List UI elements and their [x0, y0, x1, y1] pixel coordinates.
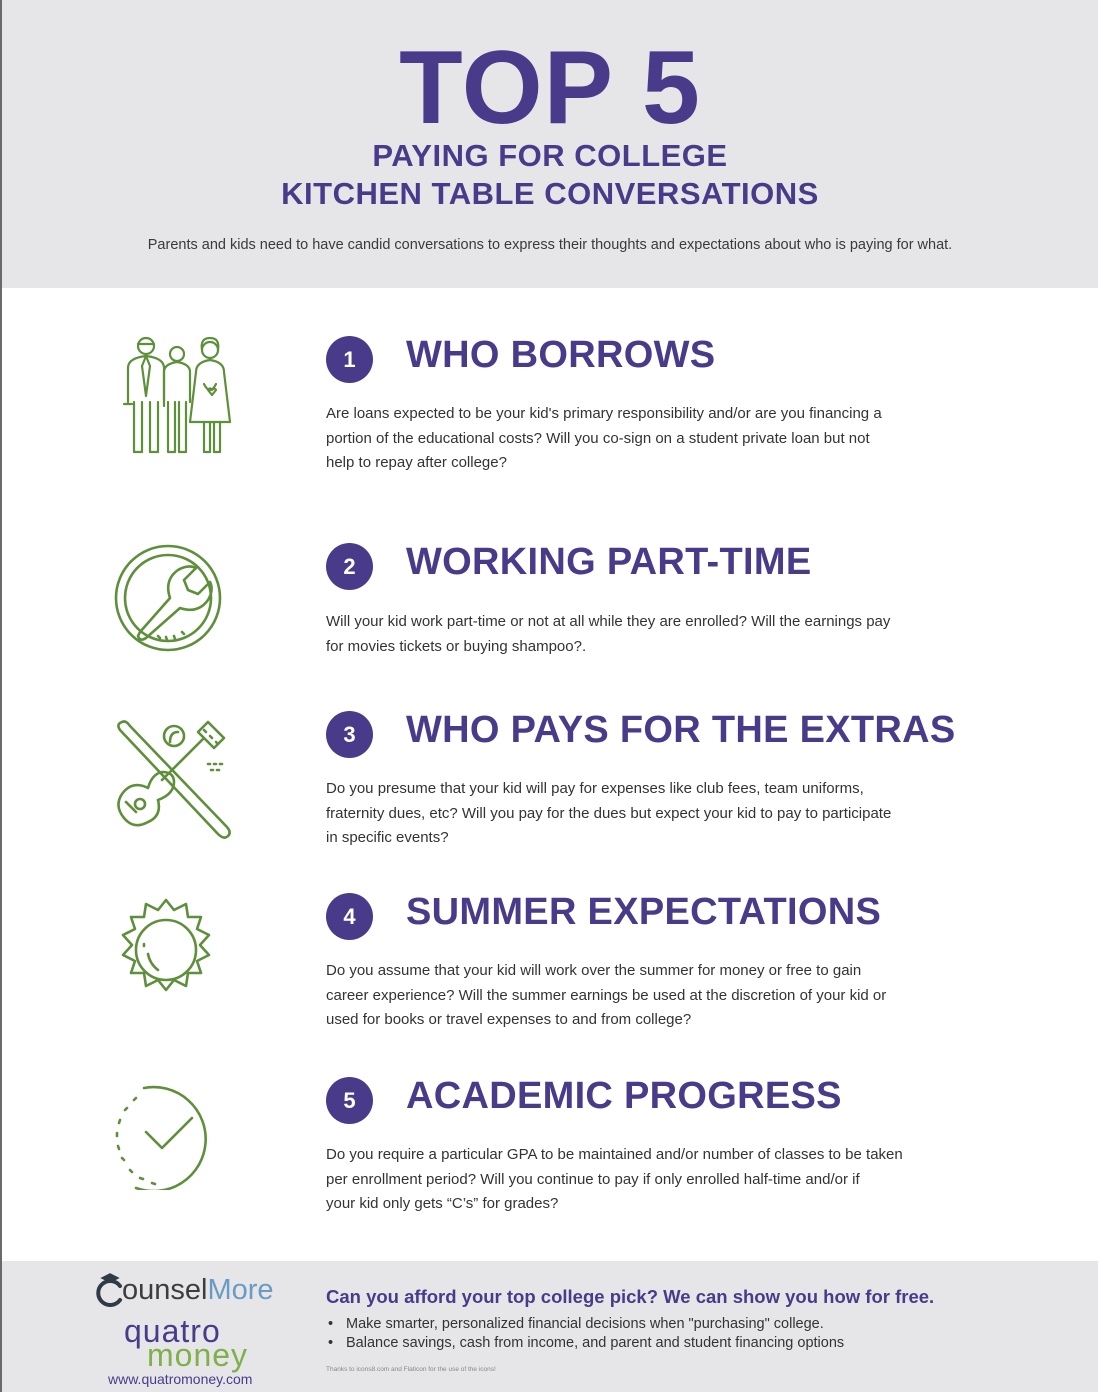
item-title: WHO PAYS FOR THE EXTRAS	[406, 709, 956, 751]
item-number-badge: 2	[326, 543, 373, 590]
website-link[interactable]: www.quatromoney.com	[108, 1371, 253, 1387]
item-description	[326, 777, 976, 851]
description-line: Do you require a particular GPA to be maintained and/or number of classes to be taken	[326, 1146, 903, 1163]
family-icon	[100, 332, 240, 472]
description-line: Will your kid work part-time or not at all while they are enrolled? Will the earnings pay	[326, 613, 891, 630]
icon-credit: Thanks to icons8.com and Flaticon for the use of the icons!	[326, 1366, 496, 1373]
guitar-bat-icon	[100, 716, 240, 856]
item-description	[326, 402, 976, 476]
item-description	[326, 610, 976, 659]
item-title: ACADEMIC PROGRESS	[406, 1075, 842, 1117]
call-to-action: Can you afford your top college pick? We can show you how for free.	[326, 1286, 935, 1307]
item-description	[326, 1143, 976, 1217]
description-line: your kid only gets “C’s” for grades?	[326, 1195, 559, 1212]
item-description	[326, 959, 976, 1033]
description-line: in specific events?	[326, 829, 449, 846]
item-number-badge: 5	[326, 1077, 373, 1124]
quatromoney-logo-money: money	[147, 1337, 249, 1373]
item-number-badge: 3	[326, 711, 373, 758]
description-line: help to repay after college?	[326, 454, 507, 471]
intro-text: Parents and kids need to have candid conversations to express their thoughts and expectations about who is paying for what.	[147, 237, 953, 253]
counselmore-wordmark	[122, 1274, 274, 1307]
counselmore-accent: More	[207, 1274, 274, 1306]
description-line: Do you assume that your kid will work over the summer for money or free to gain	[326, 962, 862, 979]
list-item: • Make smarter, personalized financial decisions when "purchasing" college.	[326, 1315, 844, 1334]
description-line: Are loans expected to be your kid's primary responsibility and/or are you financing a	[326, 405, 882, 422]
counselmore-main: ounsel	[122, 1274, 208, 1306]
page-title: TOP 5	[399, 30, 701, 146]
item-number-badge: 4	[326, 893, 373, 940]
description-line: used for books or travel expenses to and from college?	[326, 1011, 692, 1028]
quatromoney-logo-quatro: quatro	[124, 1313, 221, 1349]
item-title: WHO BORROWS	[406, 334, 716, 376]
benefit-list	[326, 1315, 844, 1353]
description-line: career experience? Will the summer earnings be used at the discretion of your kid or	[326, 986, 887, 1004]
subtitle-line-2: KITCHEN TABLE CONVERSATIONS	[281, 176, 819, 211]
item-number-badge: 1	[326, 336, 373, 383]
description-line: portion of the educational costs? Will you co-sign on a student private loan but not	[326, 429, 870, 447]
subtitle-line-1: PAYING FOR COLLEGE	[372, 138, 728, 173]
wrench-icon	[100, 540, 240, 680]
list-item: • Balance savings, cash from income, and parent and student financing options	[326, 1334, 844, 1353]
description-line: per enrollment period? Will you continue to pay if only enrolled half-time and/or if	[326, 1170, 860, 1188]
item-title: WORKING PART-TIME	[406, 541, 812, 583]
description-line: Do you presume that your kid will pay for expenses like club fees, team uniforms,	[326, 780, 864, 797]
description-line: fraternity dues, etc? Will you pay for the dues but expect your kid to pay to participate	[326, 804, 892, 822]
item-title: SUMMER EXPECTATIONS	[406, 891, 882, 933]
checkmark-circle-icon	[100, 1078, 240, 1218]
sun-icon	[100, 898, 240, 1038]
counselmore-logo	[94, 1268, 294, 1314]
description-line: for movies tickets or buying shampoo?.	[326, 637, 587, 655]
header-banner	[2, 0, 1098, 288]
